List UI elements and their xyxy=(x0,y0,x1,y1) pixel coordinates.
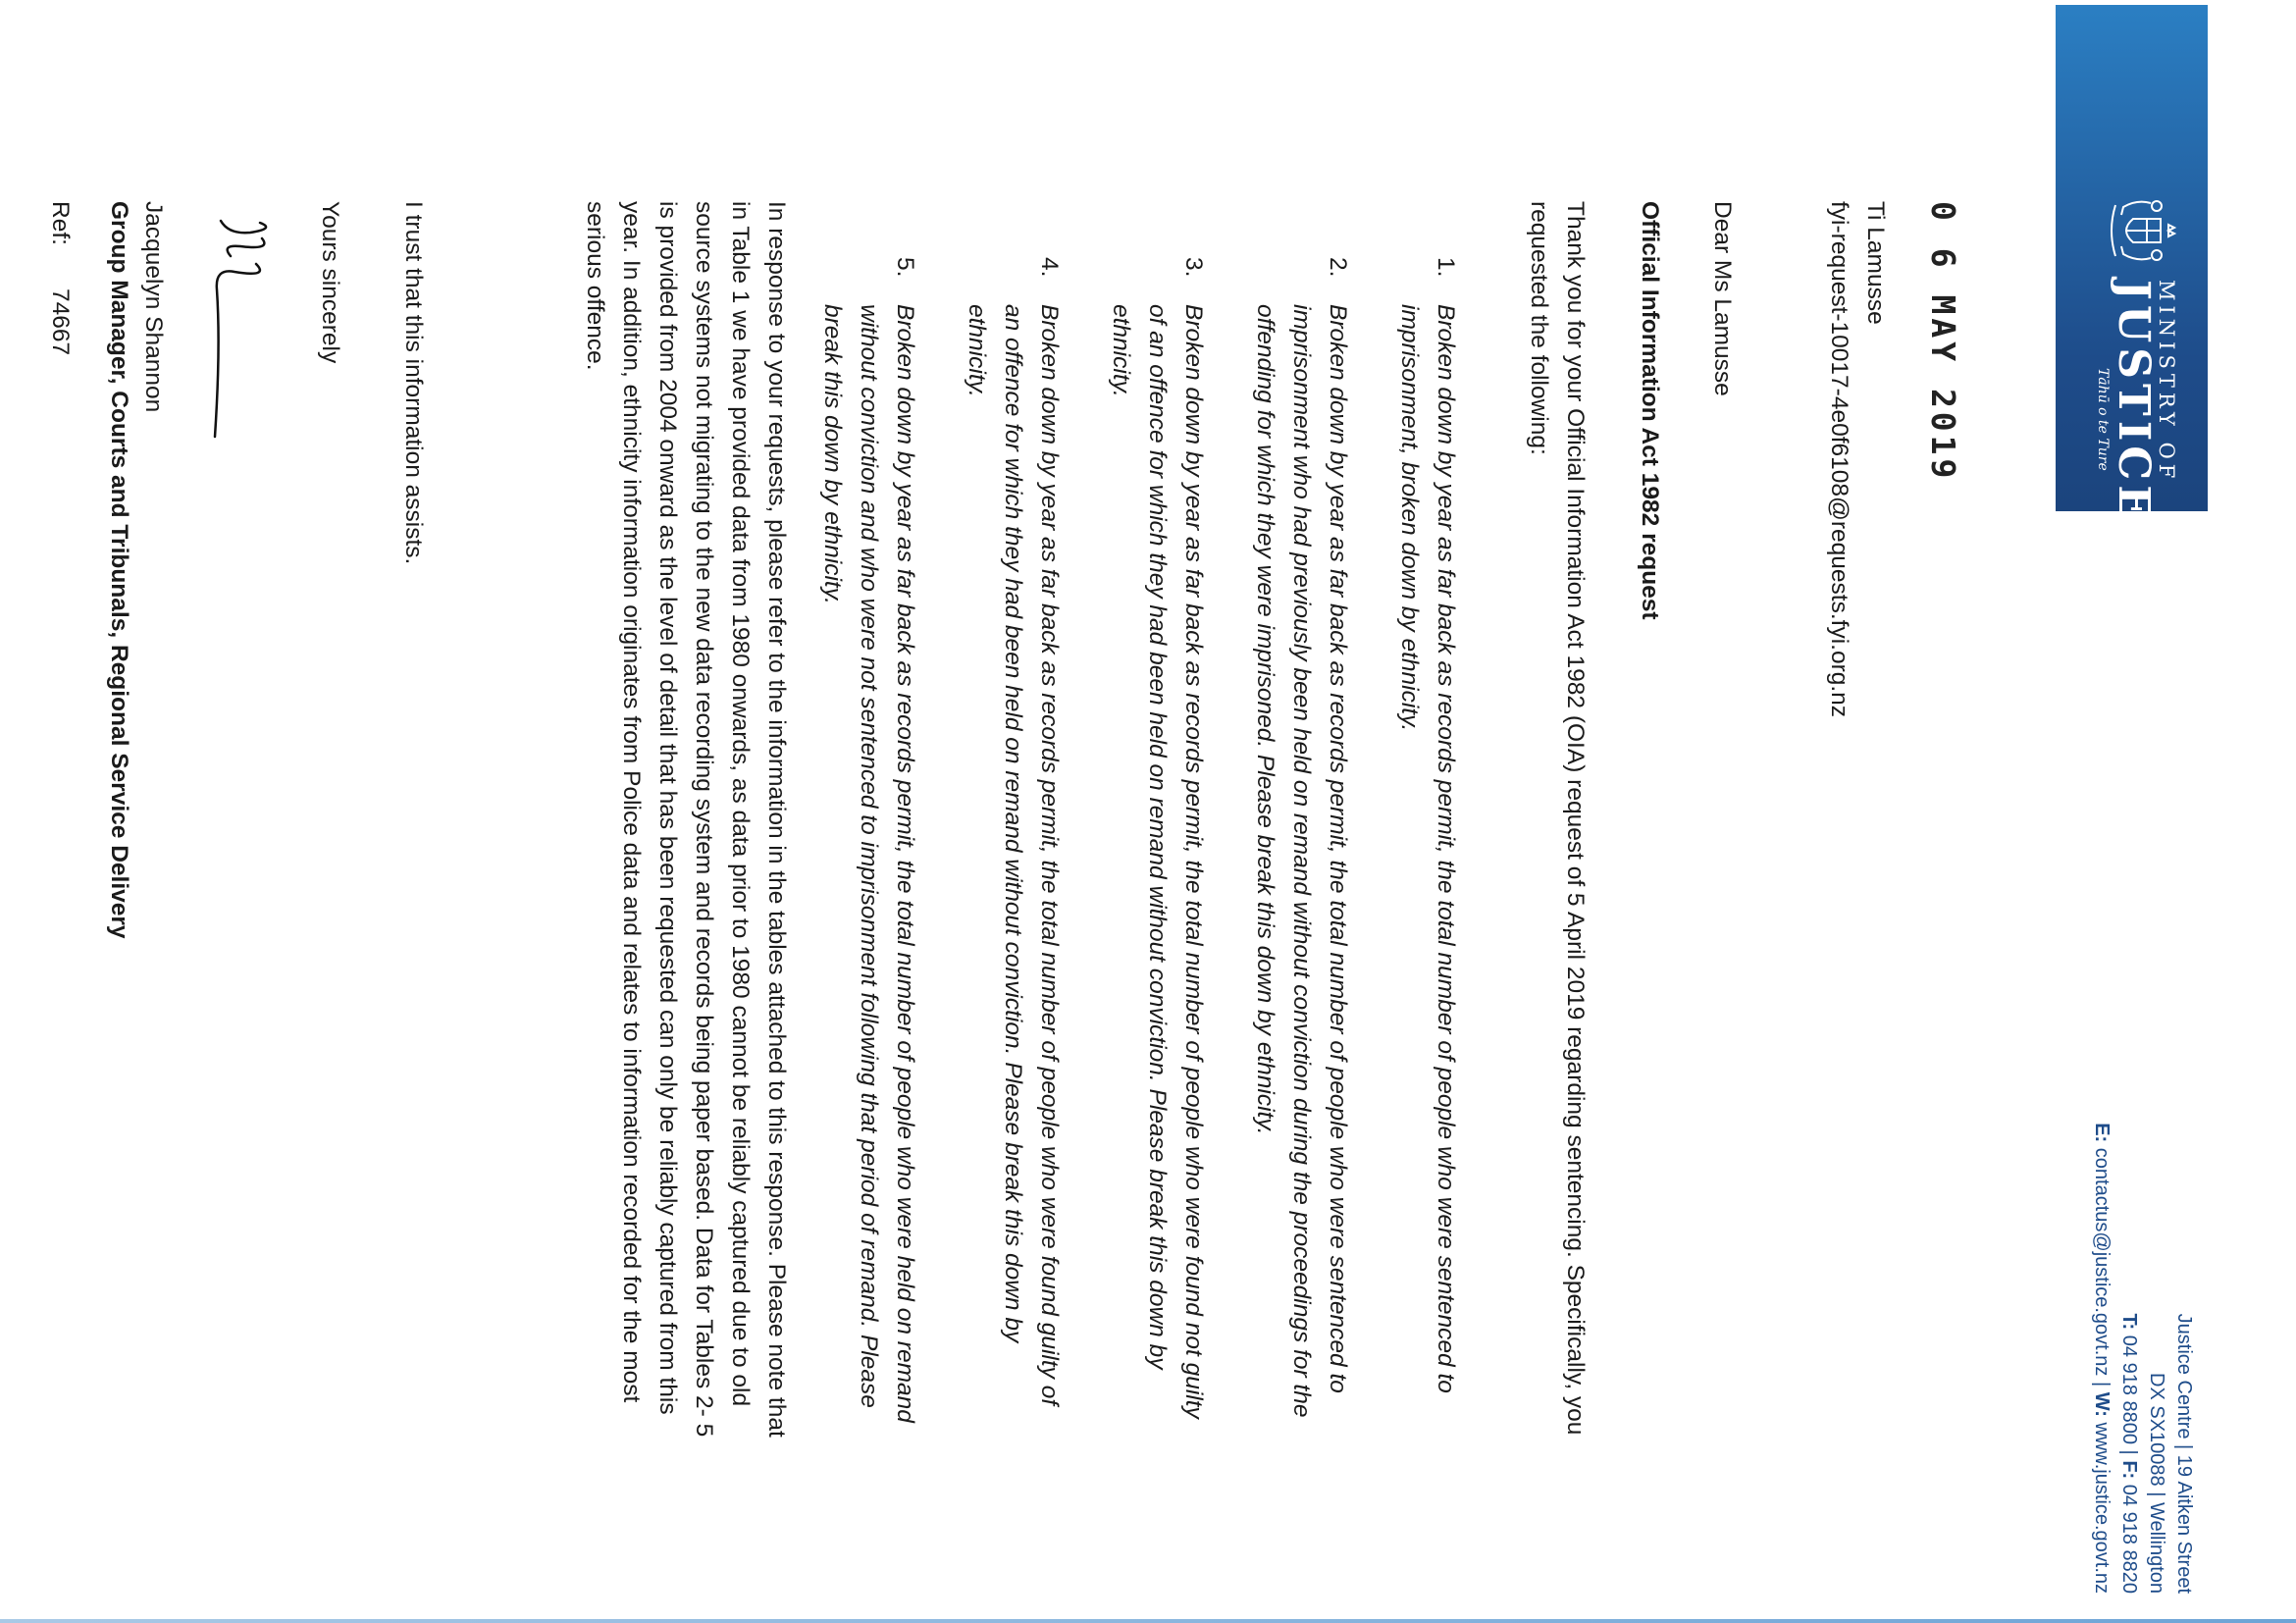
recipient-block xyxy=(1821,201,1894,717)
reference xyxy=(42,201,78,355)
fax-number: 04 918 8820 xyxy=(2118,1484,2140,1594)
address-line-1: Justice Centre | 19 Aitken Street xyxy=(2173,1313,2195,1594)
list-item-text: Broken down by year as far back as records permit, the total number of people who were sentenced to imprisonment who had previously been held on remand without conviction during the proceedings for the offending for which they were imprisoned. Please break this down by ethnicity. xyxy=(1252,304,1351,1418)
list-item xyxy=(1247,206,1356,1433)
request-list xyxy=(779,206,1464,1433)
logo-tagline: Tāhū o te Ture xyxy=(2095,368,2111,471)
email-label: E: xyxy=(2091,1123,2113,1143)
phone-fax-line: T: 04 918 8800 | F: 04 918 8820 xyxy=(2118,1313,2140,1594)
list-item-text: Broken down by year as far back as records permit, the total number of people who were found not guilty of an offence for which they had been held on remand without conviction. Please break this down by ethnicity. xyxy=(1108,304,1207,1419)
email-web-line: E: contactus@justice.govt.nz | W: www.justice.govt.nz xyxy=(2091,1123,2113,1594)
logo-ministry-of: MINISTRY OF xyxy=(2155,280,2178,484)
intro-paragraph: Thank you for your Official Information Act 1982 (OIA) request of 5 April 2019 regarding sentencing. Specifically, you requested the following: xyxy=(1526,201,1589,1436)
logo-justice: JUSTICE xyxy=(2109,280,2159,523)
scan-edge xyxy=(0,1619,2296,1623)
contact-email: contactus@justice.govt.nz xyxy=(2091,1147,2113,1377)
recipient-name: Ti Lamusse xyxy=(1862,201,1889,325)
logo-wordmark xyxy=(2094,280,2178,523)
list-item xyxy=(959,206,1068,1433)
phone-number: 04 918 8800 xyxy=(2118,1335,2140,1444)
date-stamp: 0 6 MAY 2019 xyxy=(1924,201,1962,483)
contact-details xyxy=(2088,1123,2198,1594)
list-item-number: 4. xyxy=(1036,257,1063,278)
web-label: W: xyxy=(2091,1391,2113,1417)
list-item-number: 5. xyxy=(892,257,918,278)
list-item-number: 3. xyxy=(1180,257,1207,278)
closing-line: Yours sincerely xyxy=(317,201,343,364)
handwritten-signature xyxy=(182,211,289,446)
signer-title: Group Manager, Courts and Tribunals, Regional Service Delivery xyxy=(106,201,132,939)
list-item-text: Broken down by year as far back as records permit, the total number of people who were found guilty of an offence for which they had been held on remand without conviction. Please break this down by ethnicity. xyxy=(964,304,1063,1406)
phone-label: T: xyxy=(2118,1313,2140,1331)
trust-line: I trust that this information assists. xyxy=(400,201,427,565)
list-item-number: 2. xyxy=(1325,257,1351,278)
response-paragraph: In response to your requests, please refer to the information in the tables attached to this response. Please note that in Table 1 we have provided data from 1980 onwards, as data prior to 1980 cannot be reliably captured due to old source systems not migrating to the new data recording system and records being paper based. Data for Tables 2- 5 is provided from 2004 onward as the level of detail that has been requested can only be reliably captured from this year. In addition, ethnicity information originates from Police data and relates to information recorded for the most serious offence. xyxy=(582,201,790,1438)
contact-website: www.justice.govt.nz xyxy=(2091,1422,2113,1594)
signer-name: Jacquelyn Shannon xyxy=(140,201,167,413)
ministry-logo xyxy=(2056,5,2208,523)
list-item-text: Broken down by year as far back as records permit, the total number of people who were sentenced to imprisonment, broken down by ethnicity. xyxy=(1396,304,1459,1393)
salutation: Dear Ms Lamusse xyxy=(1709,201,1736,396)
subject-line: Official Information Act 1982 request xyxy=(1637,201,1663,620)
list-item xyxy=(1391,206,1464,1433)
coat-of-arms-icon xyxy=(2102,191,2180,270)
list-item-number: 1. xyxy=(1433,257,1459,278)
list-item xyxy=(1103,206,1212,1433)
list-item xyxy=(814,206,923,1433)
list-item-text: Broken down by year as far back as records permit, the total number of people who were held on remand without conviction and who were not sentenced to imprisonment following that period of remand. Please break this down by ethnicity. xyxy=(819,304,918,1423)
recipient-email: fyi-request-10017-4e0f6108@requests.fyi.org.nz xyxy=(1826,201,1852,718)
address-line-2: DX SX10088 | Wellington xyxy=(2146,1373,2167,1594)
fax-label: F: xyxy=(2118,1460,2140,1480)
reference-number: 74667 xyxy=(47,288,74,356)
reference-label: Ref: xyxy=(47,201,74,245)
